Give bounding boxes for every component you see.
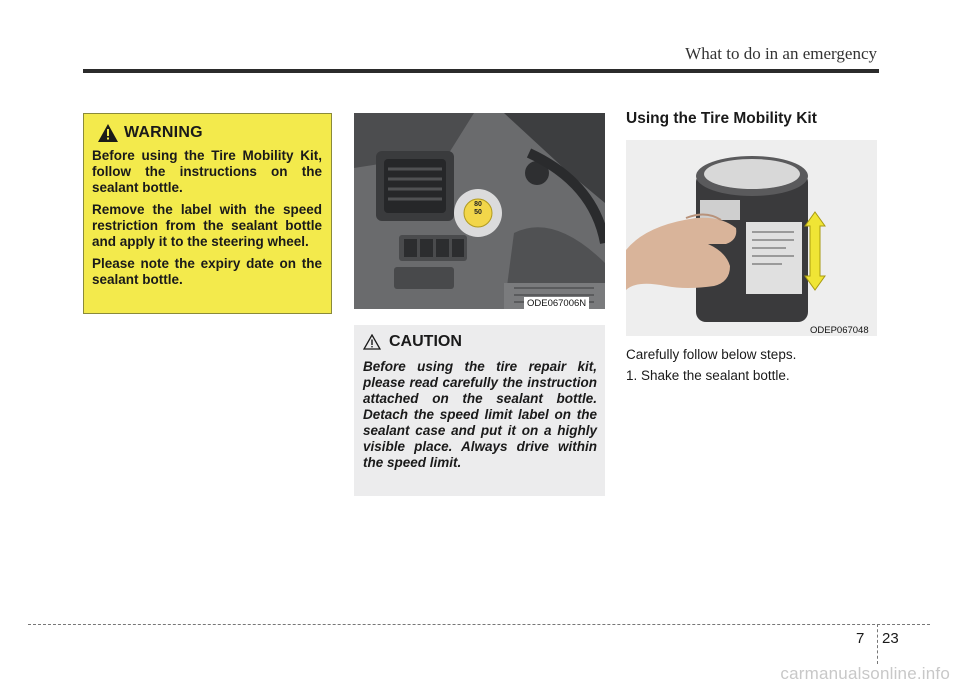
caution-text: Before using the tire repair kit, please read carefully the instruction attached on the sealant bottle. Detach the speed limit label on the sealant case and put it on a highly visible place. Always drive within the speed limit. xyxy=(363,359,597,470)
dashboard-photo xyxy=(354,113,605,309)
caution-title: CAUTION xyxy=(389,333,462,350)
warning-header xyxy=(98,124,322,142)
warning-title: WARNING xyxy=(124,124,203,141)
warning-paragraph-3: Please note the expiry date on the sealant bottle. xyxy=(92,256,322,287)
step-1: 1. Shake the sealant bottle. xyxy=(626,368,790,383)
intro-text: Carefully follow below steps. xyxy=(626,347,797,362)
watermark: carmanualsonline.info xyxy=(780,664,950,683)
footer-rule xyxy=(28,624,930,625)
sealant-bottle-photo xyxy=(626,140,877,336)
chapter-number: 7 xyxy=(856,630,865,647)
header-title: What to do in an emergency xyxy=(685,44,877,63)
warning-paragraph-2: Remove the label with the speed restriction from the sealant bottle and apply it to the steering wheel. xyxy=(92,202,322,249)
caution-box xyxy=(354,325,605,496)
warning-triangle-icon xyxy=(98,124,118,142)
page-number: 23 xyxy=(882,630,899,647)
figure-label-2: ODEP067048 xyxy=(810,325,869,336)
speed-label-bottom: 50 xyxy=(474,209,482,216)
header-rule xyxy=(83,69,879,73)
section-title: Using the Tire Mobility Kit xyxy=(626,110,817,127)
figure-label-1: ODE067006N xyxy=(524,297,589,310)
caution-header xyxy=(363,333,597,351)
warning-box xyxy=(83,113,332,314)
sealant-bottle-illustration xyxy=(626,140,877,336)
warning-paragraph-1: Before using the Tire Mobility Kit, follow the instructions on the sealant bottle. xyxy=(92,148,322,195)
caution-triangle-icon xyxy=(363,334,381,350)
speed-label-top: 80 xyxy=(474,201,482,208)
footer-divider xyxy=(877,624,878,664)
